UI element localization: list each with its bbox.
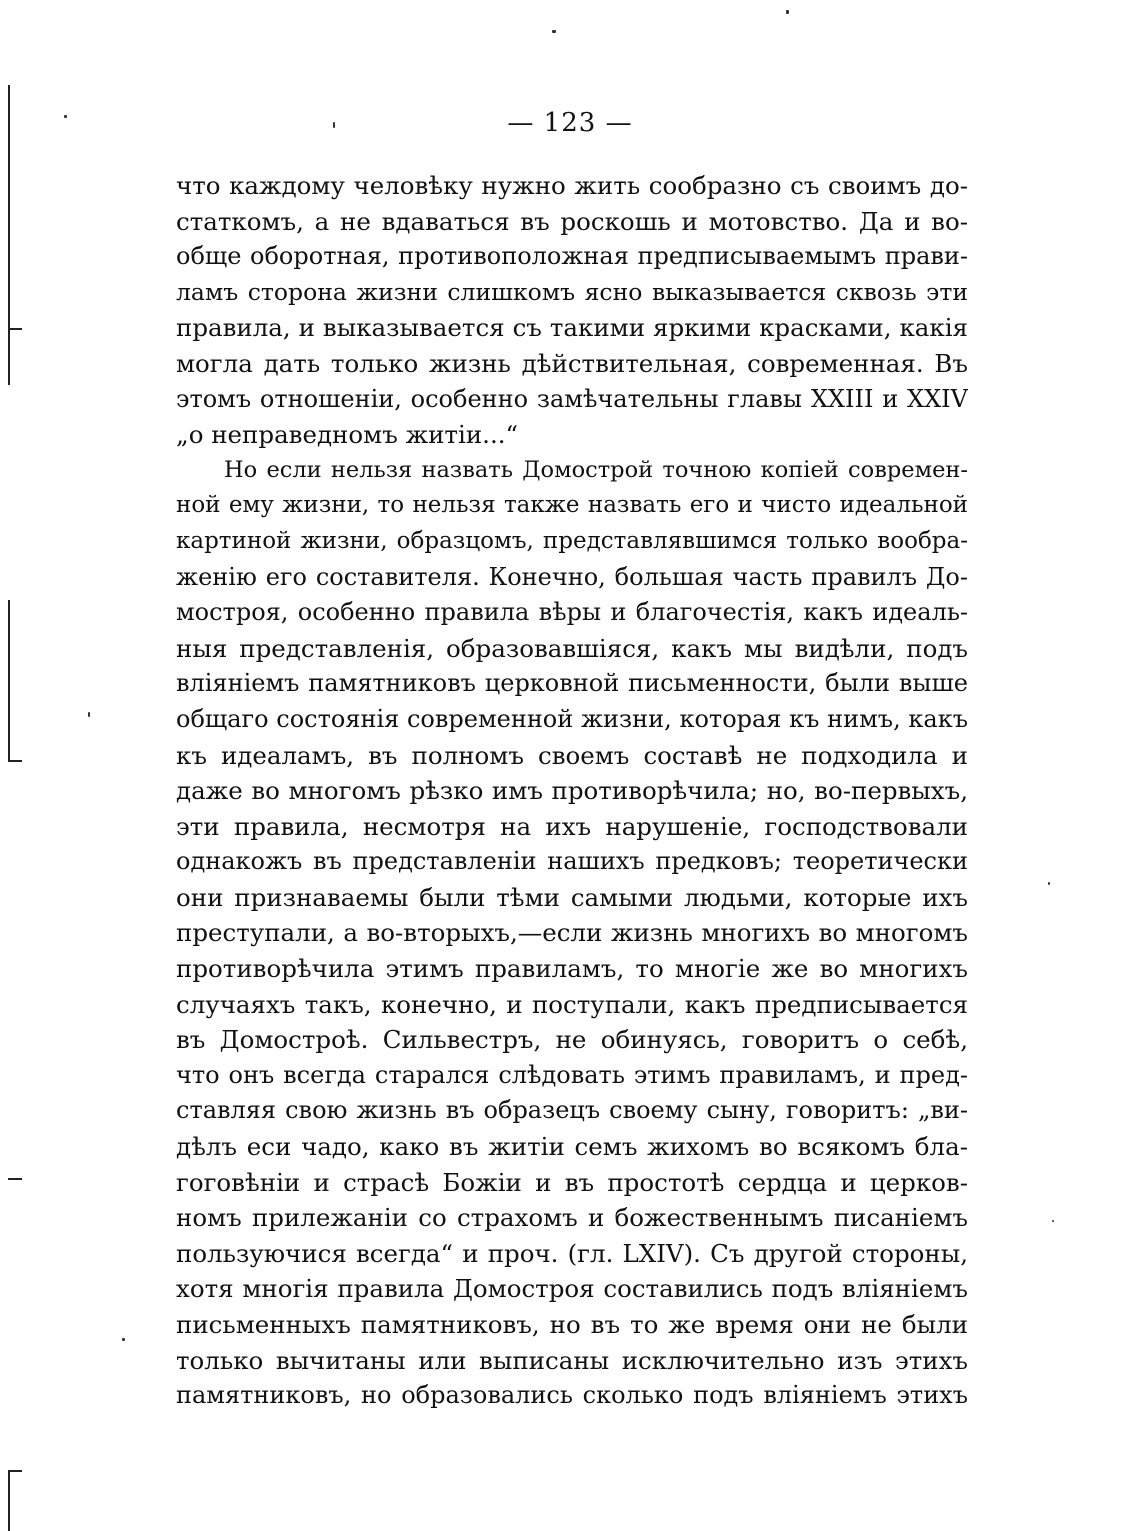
text-line: обще оборотная, противоположная предписываемымъ прави- [176, 242, 968, 271]
binding-edge-tick [8, 1470, 22, 1472]
page-number: — 123 — [507, 108, 633, 138]
text-line: могла дать только жизнь дѣйствительная, современная. Въ [176, 348, 968, 378]
text-line: даже во многомъ рѣзко имъ противорѣчила; но, во-первыхъ, [176, 776, 968, 806]
text-line: преступали, а во-вторыхъ,—если жизнь многихъ во многомъ [176, 918, 968, 948]
text-line: хотя многія правила Домостроя составились подъ вліяніемъ [176, 1274, 968, 1304]
binding-edge-tick [8, 1178, 22, 1180]
text-line: ной ему жизни, то нельзя также назвать его и чисто идеальной [176, 492, 968, 519]
text-line: къ идеаламъ, въ полномъ своемъ составѣ не подходила и [176, 740, 968, 770]
text-line: однакожъ въ представленіи нашихъ предковъ; теоретически [176, 847, 968, 876]
text-line: ставляя свою жизнь въ образецъ своему сыну, говоритъ: „ви- [176, 1096, 968, 1125]
text-line: ламъ сторона жизни слишкомъ ясно выказывается сквозь эти [176, 277, 968, 306]
scan-speck [122, 1338, 125, 1341]
text-line: гоговѣніи и страсѣ Божіи и въ простотѣ сердца и церков- [176, 1167, 968, 1197]
text-line: только вычитаны или выписаны исключительно изъ этихъ [176, 1345, 968, 1375]
scan-speck [1048, 882, 1050, 885]
text-line: ныя представленія, образовавшіяся, какъ мы видѣли, подъ [176, 633, 968, 663]
text-line: пользуючися всегда“ и проч. (гл. LXIV). Съ другой стороны, [176, 1238, 968, 1268]
text-line: мостроя, особенно правила вѣры и благочестія, какъ идеаль- [176, 598, 968, 627]
scan-speck [1052, 1220, 1054, 1222]
text-line: правила, и выказывается съ такими яркими красками, какія [176, 313, 968, 343]
scan-speck [786, 10, 789, 14]
text-line: статкомъ, а не вдаваться въ роскошь и мотовство. Да и во- [176, 206, 968, 236]
text-line: письменныхъ памятниковъ, но въ то же время они не были [176, 1310, 968, 1339]
text-line: „о неправедномъ житіи...“ [176, 420, 519, 450]
binding-edge-mark [8, 600, 10, 760]
text-line: женію его составителя. Конечно, большая часть правилъ До- [176, 562, 968, 591]
text-line: что каждому человѣку нужно жить сообразно съ своимъ до- [176, 171, 968, 200]
binding-edge-tick [8, 760, 22, 762]
text-line: случаяхъ такъ, конечно, и поступали, какъ предписывается [176, 989, 968, 1019]
text-line: вліяніемъ памятниковъ церковной письменности, были выше [176, 669, 968, 698]
text-line: памятниковъ, но образовались сколько подъ вліяніемъ этихъ [176, 1381, 968, 1410]
text-line: Но если нельзя назвать Домострой точною копіей современ- [224, 456, 968, 483]
text-line: эти правила, несмотря на ихъ нарушеніе, господствовали [176, 811, 968, 841]
text-line: они признаваемы были тѣми самыми людьми, которые ихъ [176, 882, 968, 912]
body-text [176, 168, 968, 1414]
text-line: картиной жизни, образцомъ, представлявшимся только вообра- [176, 527, 968, 554]
binding-edge-mark [8, 1470, 10, 1531]
text-line: въ Домостроѣ. Сильвестръ, не обинуясь, говоритъ о себѣ, [176, 1025, 968, 1055]
scan-speck [552, 30, 556, 33]
text-line: дѣлъ еси чадо, како въ житіи семъ жихомъ во всякомъ бла- [176, 1132, 968, 1162]
text-line: номъ прилежаніи со страхомъ и божественнымъ писаніемъ [176, 1203, 968, 1233]
text-line: противорѣчила этимъ правиламъ, то многіе же во многихъ [176, 954, 968, 984]
text-line: этомъ отношеніи, особенно замѣчательны главы XXIII и XXIV [176, 384, 968, 413]
text-line: общаго состоянія современной жизни, которая къ нимъ, какъ [176, 704, 968, 733]
text-line: что онъ всегда старался слѣдовать этимъ правиламъ, и пред- [176, 1060, 968, 1089]
binding-edge-tick [8, 328, 22, 330]
scan-speck [88, 712, 90, 717]
